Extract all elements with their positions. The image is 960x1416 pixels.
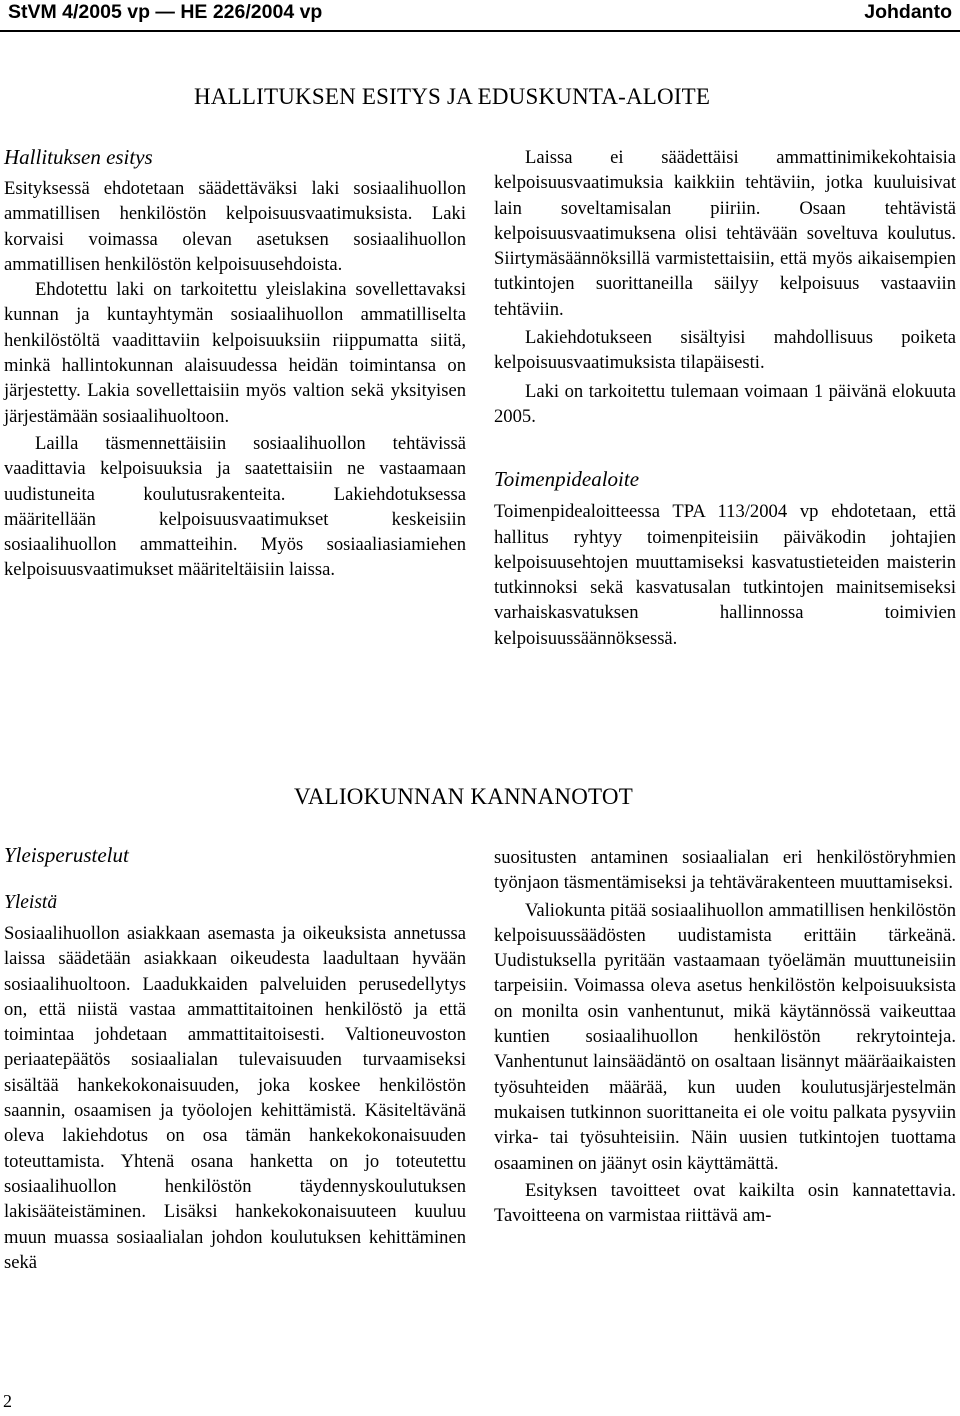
heading-hallituksen-esitys: Hallituksen esitys bbox=[4, 145, 153, 169]
column-right-section1 bbox=[494, 145, 956, 651]
running-header bbox=[0, 0, 960, 36]
paragraph-esitys-3: Lailla täsmennettäisiin sosiaalihuollon tehtävissä vaadittavia kelpoisuuksia ja saatettaisiin ne vastaamaan uudistuneita koulutusrakenteita. Lakiehdotuksessa määritellään kelpoisuusvaatimukset keskeisiin sosiaalihuollon ammatteihin. Myös sosiaaliasiamiehen kelpoisuusvaatimukset määriteltäisiin laissa. bbox=[4, 432, 466, 581]
column-right-section2 bbox=[494, 845, 956, 1228]
paragraph-esitys-2: Ehdotettu laki on tarkoitettu yleislakina sovellettavaksi kunnan ja kuntayhtymän sosiaalihuollon ammatilliselta henkilöstöltä vaadittaviin kelpoisuuksiin riippumatta siitä, minkä hallintokunnan alaisuudessa heidän toimintansa on järjestetty. Lakia sovellettaisiin myös valtion sekä yksityisen järjestämään sosiaalihuoltoon. bbox=[4, 279, 466, 427]
heading-yleisperustelut: Yleisperustelut bbox=[4, 843, 129, 867]
paragraph-esitys-5: Lakiehdotukseen sisältyisi mahdollisuus poiketa kelpoisuusvaatimuksista tilapäisesti. bbox=[494, 327, 956, 374]
paragraph-kannanotot-1-continued: suositusten antaminen sosiaalialan eri henkilöstöryhmien työnjaon täsmentämiseksi ja tehtävärakenteen muuttamiseksi. bbox=[494, 847, 956, 894]
paragraph-esitys-1: Esityksessä ehdotetaan säädettäväksi laki sosiaalihuollon ammatillisen henkilöstön kelpoisuusvaatimuksista. Laki korvaisi voimassa olevan asetuksen sosiaalihuollon ammatillisen henkilöstön kelpoisuusehdoista. bbox=[4, 178, 466, 275]
paragraph-toimenpidealoite: Toimenpidealoitteessa TPA 113/2004 vp ehdotetaan, että hallitus ryhtyy toimenpiteisiin päiväkodin johtajien kelpoisuusehtojen muuttamiseksi kasvatustieteiden maisterin tutkinnoksi sekä kasvatusalan tutkintojen mainitsemiseksi varhaiskasvatuksen hallinnossa toimivien kelpoisuussäännöksessä. bbox=[494, 501, 956, 649]
paragraph-kannanotot-3: Esityksen tavoitteet ovat kaikilta osin kannatettavia. Tavoitteena on varmistaa riittävä am- bbox=[494, 1179, 956, 1227]
section-title-kannanotot: VALIOKUNNAN KANNANOTOT bbox=[294, 784, 633, 809]
header-rule bbox=[0, 30, 960, 32]
column-left-section2 bbox=[4, 843, 466, 1275]
column-left-section1 bbox=[4, 145, 466, 583]
heading-toimenpidealoite: Toimenpidealoite bbox=[494, 467, 640, 492]
document-identifier: StVM 4/2005 vp — HE 226/2004 vp bbox=[8, 1, 323, 23]
section-title-esitys: HALLITUKSEN ESITYS JA EDUSKUNTA-ALOITE bbox=[194, 84, 711, 109]
paragraph-esitys-6: Laki on tarkoitettu tulemaan voimaan 1 päivänä elokuuta 2005. bbox=[494, 380, 956, 427]
paragraph-esitys-4: Laissa ei säädettäisi ammattinimikekohtaisia kelpoisuusvaatimuksia kaikkiin tehtäviin, jotka kuuluisivat lain soveltamisalan piiriin. Osaan tehtävistä kelpoisuusvaatimuksena olisi tehtävään soveltuva koulutus. Siirtymäsäännöksillä varmistettaisiin, että myös aikaisempien tutkintojen suorittaneilla säilyy kelpoisuus vastaaviin tehtäviin. bbox=[494, 147, 956, 320]
page-number: 2 bbox=[3, 1391, 12, 1411]
subheading-yleista: Yleistä bbox=[4, 892, 58, 913]
paragraph-kannanotot-1: Sosiaalihuollon asiakkaan asemasta ja oikeuksista annetussa laissa säädetään asiakkaan oikeudesta laadultaan hyvään sosiaalihuoltoon. Laadukkaiden palveluiden perusedellytys on, että niistä vastaa ammattitaitoinen henkilöstö ja että toimintaa johdetaan ammattitaitoisesti. Valtioneuvoston periaatepäätös sosiaalialan tulevaisuuden turvaamiseksi sisältää hankekokonaisuuden, joka koskee henkilöstön saannin, osaamisen ja työolojen kehittämistä. Käsiteltävänä oleva lakiehdotus on osa tämän hankekokonaisuuden toteuttamista. Yhtenä osana hanketta on jo toteutettu sosiaalihuollon henkilöstön täydennyskoulutuksen lakisääteistäminen. Lisäksi hankekokonaisuuteen kuuluu muun muassa sosiaalialan johdon koulutuksen kehittäminen sekä bbox=[4, 923, 466, 1273]
paragraph-kannanotot-2: Valiokunta pitää sosiaalihuollon ammatillisen henkilöstön kelpoisuussäädösten uudistamista erittäin tärkeänä. Uudistuksella pyritään vastaamaan työelämän muuttuneisiin tarpeisiin. Voimassa oleva asetus henkilöstön kelpoisuuksista on monilta osin vanhentunut, mikä käytännössä vaikeuttaa kuntien sosiaalihuollon henkilöstön rekrytointeja. Vanhentunut lainsäädäntö on osaltaan lisännyt määräaikaisten työsuhteiden määrää, kun uuden koulutusjärjestelmän mukaisen tutkinnon suorittaneita ei ole voitu palkata pysyviin virka- tai työsuhteisiin. Näin uusien tutkintojen tuottama osaaminen on jäänyt osin käyttämättä. bbox=[494, 899, 956, 1174]
section-name: Johdanto bbox=[864, 1, 952, 23]
